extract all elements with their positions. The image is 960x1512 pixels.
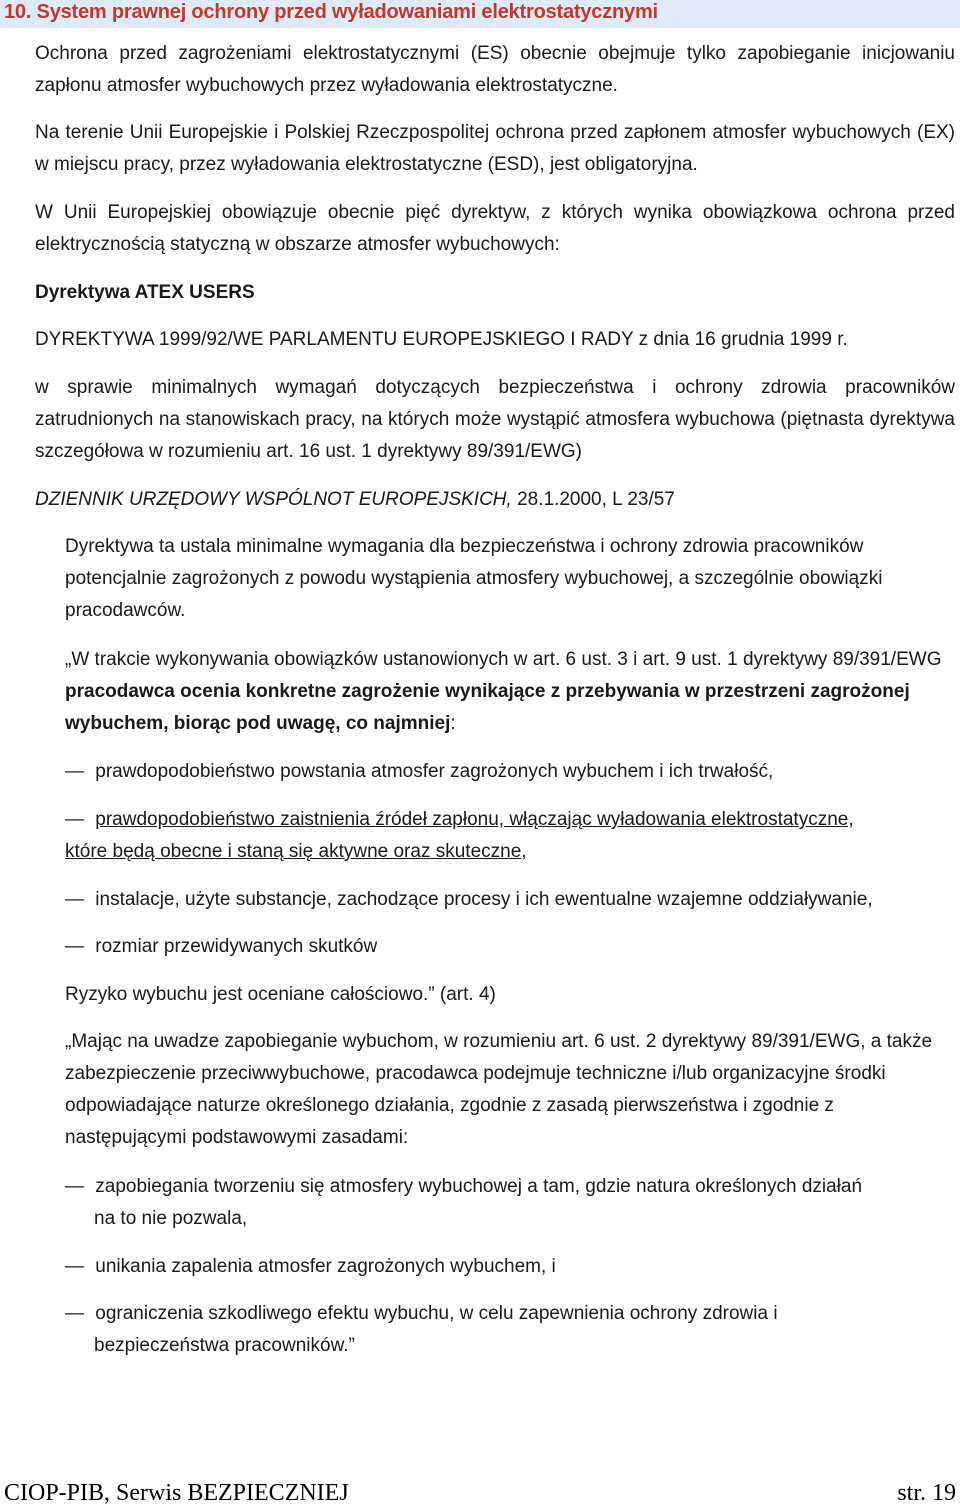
paragraph-intro: Ochrona przed zagrożeniami elektrostatycznymi (ES) obecnie obejmuje tylko zapobieganie inicjowaniu zapłonu atmosfer wybuchowych przez wyładowania elektrostatyczne. [35,43,955,96]
list-item-text: prawdopodobieństwo powstania atmosfer zagrożonych wybuchem i ich trwałość, [95,761,774,782]
list-item-continuation: bezpieczeństwa pracowników.” [94,1335,355,1356]
quote-article-6: „Mając na uwadze zapobieganie wybuchom, w rozumieniu art. 6 ust. 2 dyrektywy 89/391/EWG, a także zabezpieczenie przeciwwybuchowe, pracodawca podejmuje techniczne i/lub organizacyjne środki odpowiadające naturze określonego działania, zgodnie z zasadą pierwszeństwa i zgodnie z następującymi podstawowymi zasadami: [65,1031,933,1148]
list-item-text: ograniczenia szkodliwego efektu wybuchu, w celu zapewnienia ochrony zdrowia i [95,1303,778,1324]
journal-issue: 28.1.2000, L 23/57 [511,489,675,510]
dash-marker: — [65,1256,84,1277]
risk-statement: Ryzyko wybuchu jest oceniane całościowo.” (art. 4) [65,984,496,1005]
journal-name: DZIENNIK URZĘDOWY WSPÓLNOT EUROPEJSKICH, [35,489,512,510]
dash-marker: — [65,936,84,957]
list-item-continuation [65,836,527,868]
paragraph-eu-poland: Na terenie Unii Europejskie i Polskiej Rzeczpospolitej ochrona przed zapłonem atmosfer wybuchowych (EX) w miejscu pracy, przez wyładowania elektrostatyczne (ESD), jest obligatoryjna. [35,122,955,175]
directive-heading: Dyrektywa ATEX USERS [35,282,255,303]
section-heading: 10. System prawnej ochrony przed wyładowaniami elektrostatycznymi [4,1,658,23]
quote-bold: pracodawca ocenia konkretne zagrożenie wynikające z przebywania w przestrzeni zagrożonej wybuchem, biorąc pod uwagę, co najmniej [65,681,910,734]
list-item [65,1251,556,1283]
list-item [65,931,377,963]
paragraph-directives: W Unii Europejskiej obowiązuje obecnie pięć dyrektyw, z których wynika obowiązkowa ochrona przed elektrycznością statyczną w obszarze atmosfer wybuchowych: [35,202,955,255]
dash-marker: — [65,1303,84,1324]
quote-colon: : [450,713,456,734]
list-item [65,884,873,916]
dash-marker: — [65,761,84,782]
dash-marker: — [65,809,84,830]
journal-reference [35,484,675,516]
list-item-continuation: na to nie pozwala, [94,1208,248,1229]
quote-intro: „W trakcie wykonywania obowiązków ustanowionych w art. 6 ust. 3 i art. 9 ust. 1 dyrektywy 89/391/EWG [65,649,942,670]
list-item-text: unikania zapalenia atmosfer zagrożonych wybuchem, i [95,1256,556,1277]
section-heading-bar [0,0,960,28]
list-item-text: rozmiar przewidywanych skutków [95,936,378,957]
list-item-text-cont: które będą obecne i staną się aktywne oraz skuteczne [65,841,522,862]
directive-title: DYREKTYWA 1999/92/WE PARLAMENTU EUROPEJSKIEGO I RADY z dnia 16 grudnia 1999 r. [35,329,848,350]
page-number: str. 19 [897,1480,956,1506]
list-item [65,804,854,836]
list-item-text: zapobiegania tworzeniu się atmosfery wybuchowej a tam, gdzie natura określonych działań [95,1176,863,1197]
list-item-text: prawdopodobieństwo zaistnienia źródeł zapłonu, włączając wyładowania elektrostatyczne, [95,809,854,830]
list-item-text: instalacje, użyte substancje, zachodzące procesy i ich ewentualne wzajemne oddziaływanie, [95,889,873,910]
directive-description: w sprawie minimalnych wymagań dotyczących bezpieczeństwa i ochrony zdrowia pracowników zatrudnionych na stanowiskach pracy, na których może wystąpić atmosfera wybuchowa (piętnasta dyrektywa szczegółowa w rozumieniu art. 16 ust. 1 dyrektywy 89/391/EWG) [35,377,955,462]
dash-marker: — [65,889,84,910]
list-item [65,756,773,788]
list-item [65,1298,778,1330]
list-item [65,1171,862,1203]
directive-summary: Dyrektywa ta ustala minimalne wymagania dla bezpieczeństwa i ochrony zdrowia pracowników potencjalnie zagrożonych z powodu wystąpienia atmosfery wybuchowej, a szczególnie obowiązki pracodawców. [65,536,883,621]
list-item-comma: , [521,841,527,862]
dash-marker: — [65,1176,84,1197]
footer-publisher: CIOP-PIB, Serwis BEZPIECZNIEJ [4,1480,349,1506]
quote-article-4 [65,644,945,740]
